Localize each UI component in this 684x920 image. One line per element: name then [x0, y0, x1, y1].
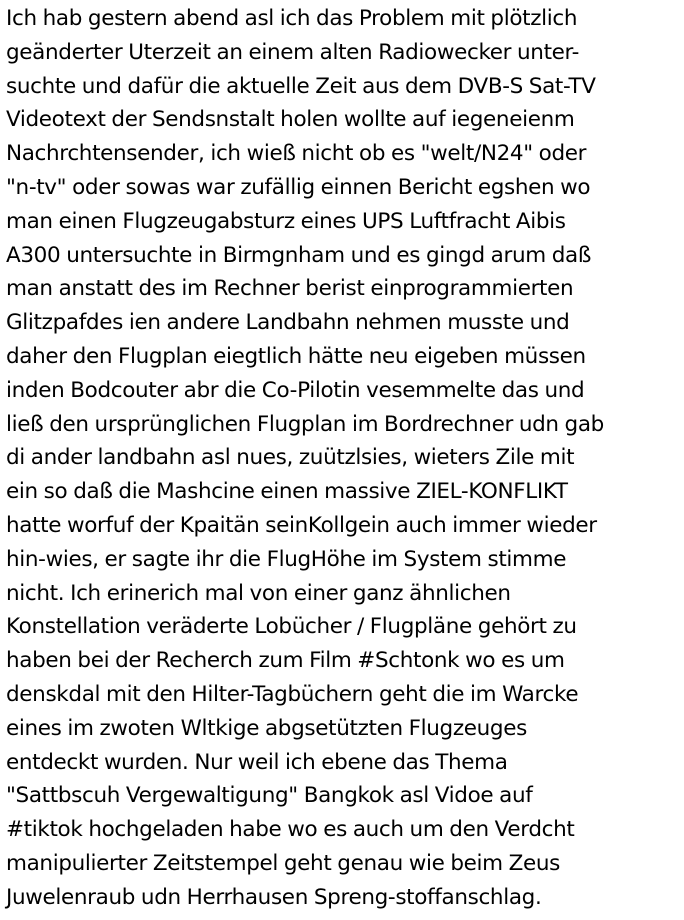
- text-line: man einen Flugzeugabsturz eines UPS Luftfracht Aibis: [6, 208, 566, 234]
- text-line: A300 untersuchte in Birmgnham und es gingd arum daß: [6, 242, 592, 268]
- text-line: manipulierter Zeitstempel geht genau wie beim Zeus: [6, 850, 561, 876]
- text-line: "Sattbscuh Vergewaltigung" Bangkok asl Vidoe auf: [6, 783, 533, 809]
- text-line: eines im zwoten Wltkige abgsetützten Flugzeuges: [6, 715, 527, 741]
- document-text: [6, 2, 682, 915]
- text-line: geänderter Uterzeit an einem alten Radiowecker unter-: [6, 39, 580, 65]
- text-line: nicht. Ich erinerich mal von einer ganz ähnlichen: [6, 580, 511, 606]
- text-line: haben bei der Recherch zum Film #Schtonk wo es um: [6, 648, 565, 674]
- text-line: #tiktok hochgeladen habe wo es auch um den Verdcht: [6, 817, 575, 843]
- text-line: Nachrchtensender, ich wieß nicht ob es "welt/N24" oder: [6, 141, 587, 167]
- text-line: ein so daß die Mashcine einen massive ZIEL-KONFLIKT: [6, 479, 568, 505]
- text-line: Juwelenraub udn Herrhausen Spreng-stoffanschlag.: [6, 884, 542, 910]
- text-line: denskdal mit den Hilter-Tagbüchern geht die im Warcke: [6, 681, 579, 707]
- text-line: hin-wies, er sagte ihr die FlugHöhe im System stimme: [6, 546, 567, 572]
- text-line: hatte worfuf der Kpaitän seinKollgein auch immer wieder: [6, 512, 597, 538]
- text-line: man anstatt des im Rechner berist einprogrammierten: [6, 276, 574, 302]
- text-line: Glitzpafdes ien andere Landbahn nehmen musste und: [6, 310, 570, 336]
- text-line: entdeckt wurden. Nur weil ich ebene das Thema: [6, 749, 508, 775]
- text-line: Konstellation veräderte Lobücher / Flugpläne gehört zu: [6, 614, 577, 640]
- text-line: daher den Flugplan eiegtlich hätte neu eigeben müssen: [6, 343, 586, 369]
- text-line: Ich hab gestern abend asl ich das Problem mit plötzlich: [6, 6, 578, 31]
- text-line: Videotext der Sendsnstalt holen wollte auf iegeneienm: [6, 107, 575, 133]
- text-line: "n-tv" oder sowas war zufällig einnen Bericht egshen wo: [6, 174, 591, 200]
- text-line: ließ den ursprünglichen Flugplan im Bordrechner udn gab: [6, 411, 604, 437]
- text-line: inden Bodcouter abr die Co-Pilotin vesemmelte das und: [6, 377, 585, 403]
- text-line: suchte und dafür die aktuelle Zeit aus dem DVB-S Sat-TV: [6, 73, 596, 99]
- text-line: di ander landbahn asl nues, zuützlsies, wieters Zile mit: [6, 445, 575, 471]
